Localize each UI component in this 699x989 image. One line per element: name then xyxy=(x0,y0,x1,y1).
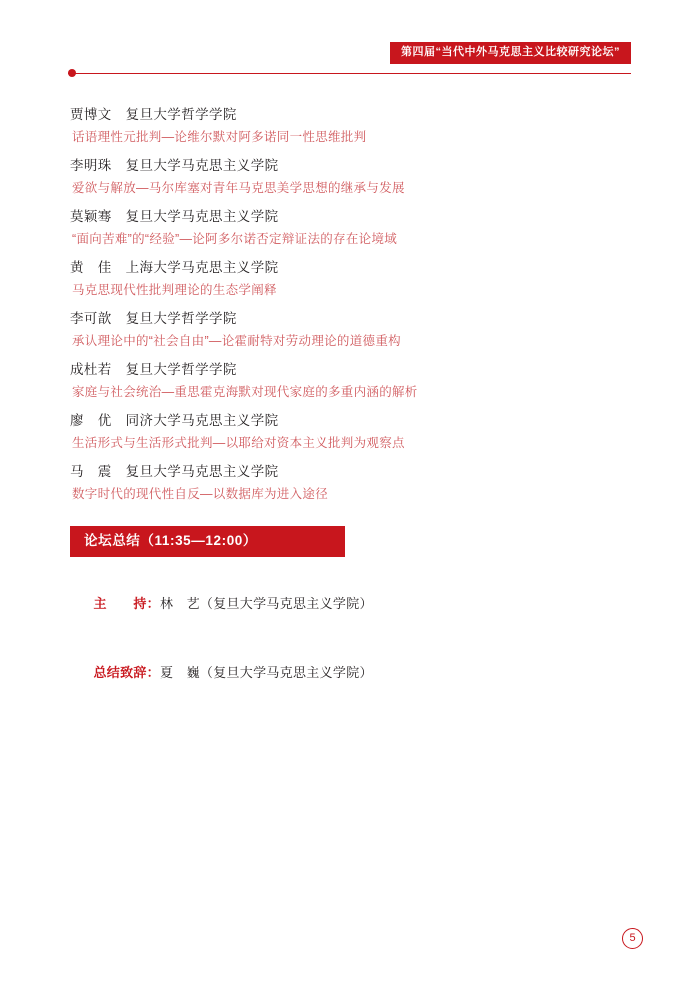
presentation-title: “面向苦难”的“经验”—论阿多尔诺否定辩证法的存在论境域 xyxy=(72,232,398,247)
page-number: 5 xyxy=(622,928,643,949)
credit-label: 主 持： xyxy=(93,595,160,611)
list-item xyxy=(70,462,630,504)
presentation-title: 生活形式与生活形式批判—以耶给对资本主义批判为观察点 xyxy=(72,436,405,451)
presenter-affiliation: 廖 优 同济大学马克思主义学院 xyxy=(70,413,279,428)
credit-row xyxy=(70,643,630,705)
presentation-title: 数字时代的现代性自反—以数据库为进入途径 xyxy=(72,487,329,502)
header-dot-marker xyxy=(68,69,76,77)
list-item xyxy=(70,258,630,300)
list-item xyxy=(70,360,630,402)
presentation-title: 马克思现代性批判理论的生态学阐释 xyxy=(72,283,277,298)
presentation-title: 爱欲与解放—马尔库塞对青年马克思美学思想的继承与发展 xyxy=(72,181,405,196)
presenter-affiliation: 贾博文 复旦大学哲学学院 xyxy=(70,107,237,122)
presentation-title: 话语理性元批判—论维尔默对阿多诺同一性思维批判 xyxy=(72,130,367,145)
page-content xyxy=(70,105,630,712)
section-banner-summary: 论坛总结（11:35—12:00） xyxy=(70,526,345,557)
header-forum-tag: 第四届“当代中外马克思主义比较研究论坛” xyxy=(390,42,631,64)
list-item xyxy=(70,309,630,351)
credit-row xyxy=(70,573,630,635)
presentation-title: 承认理论中的“社会自由”—论霍耐特对劳动理论的道德重构 xyxy=(72,334,401,349)
presenter-affiliation: 莫颖骞 复旦大学马克思主义学院 xyxy=(70,209,279,224)
credit-label: 总结致辞： xyxy=(93,665,160,681)
credit-value: 夏 巍（复旦大学马克思主义学院） xyxy=(160,665,373,681)
list-item xyxy=(70,207,630,249)
header-divider xyxy=(68,73,631,74)
page-header xyxy=(0,42,699,82)
presenter-affiliation: 黄 佳 上海大学马克思主义学院 xyxy=(70,260,279,275)
presenter-affiliation: 李明珠 复旦大学马克思主义学院 xyxy=(70,158,279,173)
presenter-affiliation: 李可歆 复旦大学哲学学院 xyxy=(70,311,237,326)
credit-value: 林 艺（复旦大学马克思主义学院） xyxy=(160,595,373,611)
list-item xyxy=(70,105,630,147)
presenter-affiliation: 成杜若 复旦大学哲学学院 xyxy=(70,362,237,377)
presenter-affiliation: 马 震 复旦大学马克思主义学院 xyxy=(70,464,279,479)
list-item xyxy=(70,156,630,198)
presentation-title: 家庭与社会统治—重思霍克海默对现代家庭的多重内涵的解析 xyxy=(72,385,418,400)
list-item xyxy=(70,411,630,453)
